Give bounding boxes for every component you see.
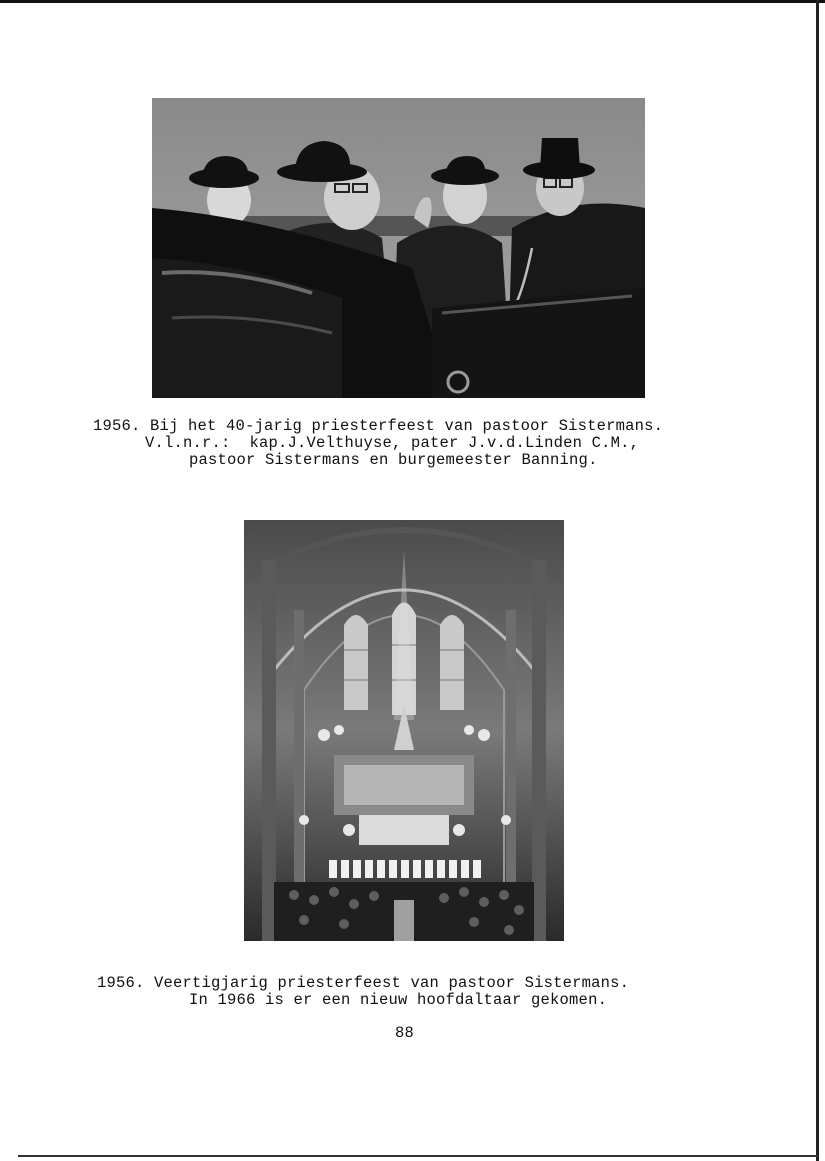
scan-edge-top (0, 0, 825, 3)
photo2-caption-line1: 1956. Veertigjarig priesterfeest van pastoor Sistermans. (97, 974, 630, 992)
carriage-photo (152, 98, 645, 398)
photo1-caption-line3: pastoor Sistermans en burgemeester Banning. (189, 451, 598, 469)
page-number: 88 (395, 1024, 415, 1042)
church-interior-photo (244, 520, 564, 941)
scan-edge-bottom (18, 1155, 818, 1157)
scan-edge-right (816, 0, 819, 1161)
photo2-caption-line2: In 1966 is er een nieuw hoofdaltaar gekomen. (189, 991, 608, 1009)
photo1-caption-line2: V.l.n.r.: kap.J.Velthuyse, pater J.v.d.Linden C.M., (145, 434, 640, 452)
photo1-caption-line1: 1956. Bij het 40-jarig priesterfeest van pastoor Sistermans. (93, 417, 664, 435)
